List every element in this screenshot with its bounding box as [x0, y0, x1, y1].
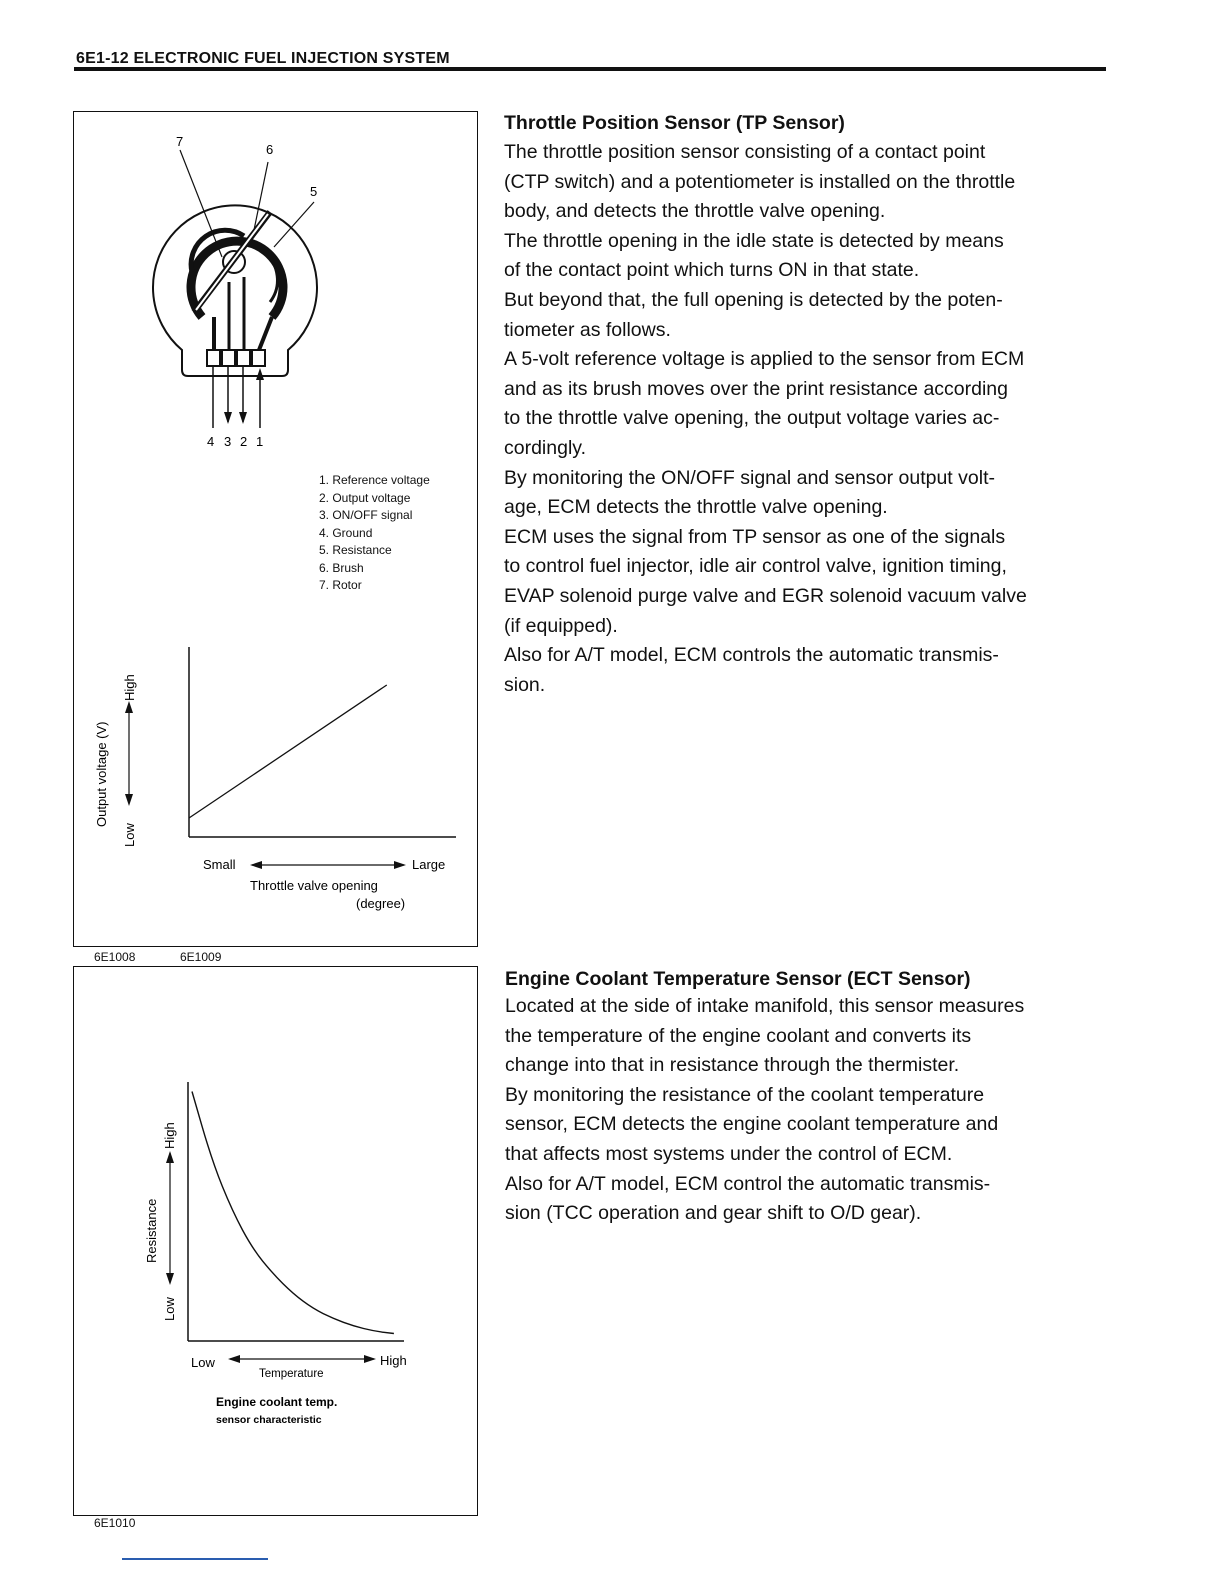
body-line: that affects most systems under the control of ECM. — [505, 1142, 953, 1165]
tp-sensor-body — [504, 138, 1104, 700]
leader-5 — [274, 202, 314, 247]
lead-1-arrow — [256, 368, 264, 380]
chart1-x-arrow-left — [250, 861, 262, 869]
body-line: sensor, ECM detects the engine coolant temperature and — [505, 1113, 999, 1136]
chart2-x-high: High — [380, 1353, 407, 1368]
chart2-x-low: Low — [191, 1355, 215, 1370]
page-header-title: 6E1-12 ELECTRONIC FUEL INJECTION SYSTEM — [76, 50, 450, 67]
chart1-y-arrow-down — [125, 794, 133, 806]
callout-6: 6 — [266, 142, 274, 157]
terminal-label-4: 4 — [207, 434, 215, 449]
chart1-x-arrow-right — [394, 861, 406, 869]
chart1-x-large: Large — [412, 857, 446, 872]
trace-4 — [259, 317, 272, 350]
callout-5: 5 — [310, 184, 318, 199]
tp-output-voltage-chart — [74, 637, 479, 937]
body-line: But beyond that, the full opening is detected by the poten- — [504, 288, 1003, 311]
body-line: Also for A/T model, ECM control the automatic transmis- — [505, 1172, 991, 1195]
body-line: The throttle position sensor consisting of a contact point — [504, 141, 986, 163]
chart1-ylabel: Output voltage (V) — [94, 721, 109, 827]
legend-item: 5. Resistance — [319, 543, 392, 557]
chart1-x-small: Small — [203, 857, 236, 872]
lead-3-arrow — [224, 412, 232, 424]
body-line: sion. — [504, 673, 546, 696]
body-line: of the contact point which turns ON in that state. — [504, 259, 920, 282]
chart2-caption-line1: Engine coolant temp. — [216, 1395, 338, 1409]
body-line: EVAP solenoid purge valve and EGR solenoid vacuum valve — [504, 584, 1027, 607]
body-line: Also for A/T model, ECM controls the automatic transmis- — [504, 644, 999, 667]
terminal-4 — [207, 350, 220, 366]
legend-item: 2. Output voltage — [319, 490, 411, 505]
chart1-xlabel: Throttle valve opening — [250, 878, 378, 893]
bottom-rule — [122, 1558, 268, 1560]
legend-item: 1. Reference voltage — [319, 473, 430, 487]
tp-sensor-legend — [319, 472, 430, 595]
terminal-label-1: 1 — [256, 434, 264, 449]
tp-sensor-heading: Throttle Position Sensor (TP Sensor) — [504, 112, 845, 134]
chart2-series-curve — [192, 1092, 394, 1334]
chart1-y-arrow-up — [125, 701, 133, 713]
terminal-label-3: 3 — [224, 434, 232, 449]
ect-resistance-chart — [74, 967, 479, 1447]
chart2-caption-line2: sensor characteristic — [216, 1414, 322, 1426]
chart1-xlabel-unit: (degree) — [356, 896, 406, 911]
chart2-y-low: Low — [162, 1297, 177, 1321]
terminal-1 — [252, 350, 265, 366]
body-line: Located at the side of intake manifold, this sensor measures — [505, 995, 1025, 1017]
ect-sensor-body — [505, 992, 1105, 1229]
terminal-2 — [237, 350, 250, 366]
chart2-x-arrow-right — [364, 1355, 376, 1363]
body-line: sion (TCC operation and gear shift to O/D gear). — [505, 1202, 922, 1225]
figure-code-b: 6E1009 — [180, 950, 222, 964]
body-line: change into that in resistance through the thermister. — [505, 1054, 960, 1077]
chart2-y-high: High — [162, 1122, 177, 1149]
body-line: body, and detects the throttle valve opening. — [504, 200, 886, 223]
body-line: A 5-volt reference voltage is applied to the sensor from ECM — [504, 348, 1025, 371]
body-line: and as its brush moves over the print resistance according — [504, 377, 1009, 400]
body-line: cordingly. — [504, 436, 587, 459]
chart2-x-arrow-left — [228, 1355, 240, 1363]
body-line: to control fuel injector, idle air control valve, ignition timing, — [504, 555, 1007, 578]
body-line: tiometer as follows. — [504, 318, 671, 341]
chart2-ylabel: Resistance — [144, 1198, 159, 1263]
ect-sensor-figure-panel — [73, 966, 478, 1516]
chart1-series-line — [189, 685, 387, 818]
header-rule — [74, 67, 1106, 71]
body-line: age, ECM detects the throttle valve opening. — [504, 496, 888, 519]
legend-item: 6. Brush — [319, 560, 364, 575]
figure-code-c: 6E1010 — [94, 1516, 136, 1530]
lead-2-arrow — [239, 412, 247, 424]
body-line: to the throttle valve opening, the output voltage varies ac- — [504, 407, 1000, 430]
legend-item: 7. Rotor — [319, 578, 362, 592]
chart1-y-low: Low — [122, 823, 137, 847]
body-line: (CTP switch) and a potentiometer is installed on the throttle — [504, 170, 1016, 193]
tp-sensor-figure-panel — [73, 111, 478, 947]
body-line: the temperature of the engine coolant and converts its — [505, 1024, 972, 1047]
terminal-label-2: 2 — [240, 434, 248, 449]
body-line: (if equipped). — [504, 614, 618, 637]
ect-sensor-heading: Engine Coolant Temperature Sensor (ECT Sensor) — [505, 968, 971, 990]
body-line: The throttle opening in the idle state is detected by means — [504, 229, 1004, 252]
body-line: By monitoring the ON/OFF signal and sensor output volt- — [504, 466, 995, 489]
terminal-3 — [222, 350, 235, 366]
chart2-y-arrow-up — [166, 1151, 174, 1163]
legend-item: 4. Ground — [319, 525, 373, 540]
chart1-y-high: High — [122, 674, 137, 701]
chart2-xlabel: Temperature — [259, 1368, 324, 1380]
figure-code-a: 6E1008 — [94, 950, 136, 964]
tp-sensor-diagram — [74, 112, 479, 492]
legend-item: 3. ON/OFF signal — [319, 508, 413, 522]
body-line: ECM uses the signal from TP sensor as one of the signals — [504, 525, 1006, 548]
body-line: By monitoring the resistance of the coolant temperature — [505, 1083, 985, 1106]
callout-7: 7 — [176, 134, 184, 149]
chart2-y-arrow-down — [166, 1273, 174, 1285]
